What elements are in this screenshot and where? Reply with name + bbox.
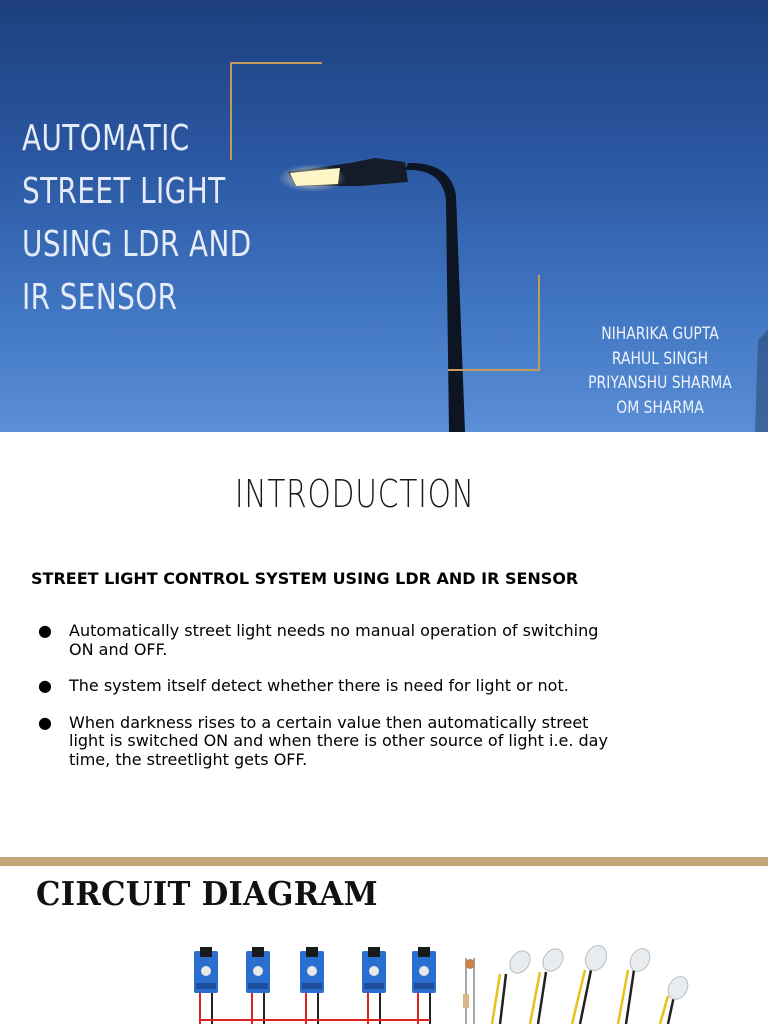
bullet-item <box>38 677 618 696</box>
author-name: OM SHARMA <box>616 397 704 418</box>
author-name: RAHUL SINGH <box>611 348 709 369</box>
bullet-text: The system itself detect whether there is need for light or not. <box>69 676 569 695</box>
bullet-icon: ● <box>38 676 52 695</box>
bullet-item <box>38 714 618 770</box>
presentation-title <box>22 112 322 324</box>
title-line: USING LDR AND <box>22 224 252 265</box>
circuit-diagram-slide <box>0 866 768 1024</box>
bullet-icon: ● <box>38 712 52 732</box>
author-name: PRIYANSHU SHARMA <box>588 373 732 393</box>
slide-heading-text: INTRODUCTION <box>235 472 475 516</box>
circuit-diagram-ir-sensors-leds <box>0 866 768 1024</box>
slide-subheading: STREET LIGHT CONTROL SYSTEM USING LDR AND IR SENSOR <box>31 569 579 588</box>
bullet-text: Automatically street light needs no manual operation of switching ON and OFF. <box>69 621 599 659</box>
bullet-list <box>38 622 618 787</box>
bullet-item <box>38 622 618 659</box>
slide-heading <box>0 472 710 516</box>
author-name: NIHARIKA GUPTA <box>601 324 719 344</box>
introduction-slide <box>0 432 768 857</box>
bullet-icon: ● <box>38 621 52 640</box>
title-line: AUTOMATIC <box>22 118 190 159</box>
title-line: STREET LIGHT <box>22 171 226 212</box>
slide-heading-text: CIRCUIT DIAGRAM <box>36 874 378 913</box>
bullet-text: When darkness rises to a certain value then automatically street light is switched ON and when there is other source of light i.e. day time, the streetlight gets OFF. <box>69 712 608 769</box>
slide-divider <box>0 857 768 866</box>
author-list <box>568 322 752 420</box>
decorative-frame-bottom <box>448 275 540 371</box>
title-line: IR SENSOR <box>22 277 178 318</box>
title-slide <box>0 0 768 432</box>
